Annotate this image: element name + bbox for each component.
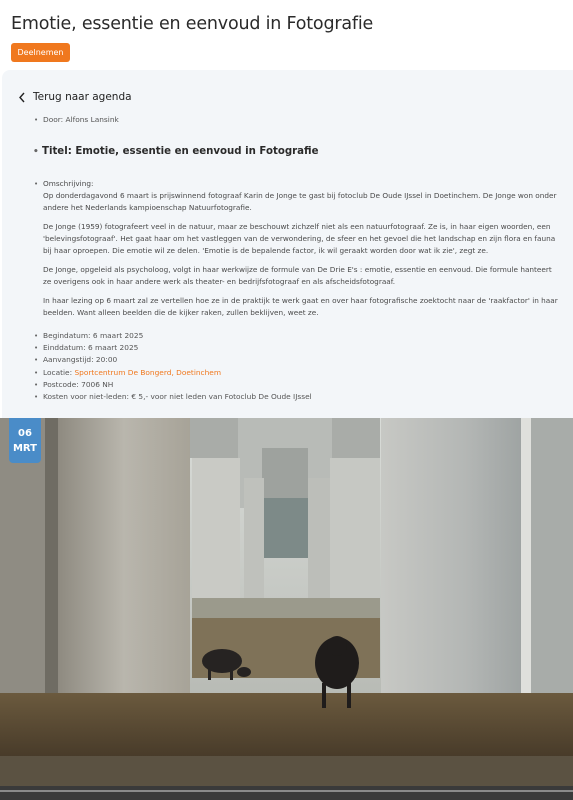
description-label: Omschrijving:: [43, 179, 94, 188]
description-paragraph: In haar lezing op 6 maart zal ze vertellen hoe ze in de praktijk te werk gaat en over haar fotografische zoektocht naar de 'raakfactor' in haar beelden. Want alleen beelden die de kijker raken, zullen beklijven, weet ze.: [43, 296, 558, 317]
back-to-agenda-link[interactable]: [18, 90, 132, 104]
date-badge: [9, 418, 41, 463]
start-date: Begindatum: 6 maart 2025: [43, 331, 144, 340]
author-text: Door: Alfons Lansink: [43, 115, 119, 124]
event-facts: • Begindatum: 6 maart 2025 • Einddatum: 6 maart 2025 • Aanvangstijd: 20:00 • Locatie: Sportcentrum De Bongerd, Doetinchem • Postcode: 7006 NH • Kosten voor niet-leden: € 5,- voor niet leden van Fotoclub De Oude IJssel: [34, 330, 312, 403]
chevron-left-icon: [18, 92, 26, 103]
event-title-row: • Titel: Emotie, essentie en eenvoud in Fotografie: [33, 146, 319, 157]
postcode: Postcode: 7006 NH: [43, 379, 114, 389]
start-time: Aanvangstijd: 20:00: [43, 355, 118, 365]
costs: Kosten voor niet-leden: € 5,- voor niet leden van Fotoclub De Oude IJssel: [43, 392, 312, 402]
end-date: Einddatum: 6 maart 2025: [43, 343, 139, 353]
description-block: • Omschrijving: Op donderdagavond 6 maart is prijswinnend fotograaf Karin de Jonge te gast bij fotoclub De Oude IJssel in Doetinchem. De Jonge won onder andere het Nederlands kampioenschap Natuurfotografie. De Jonge (1959) fotografeert veel in de natuur, maar ze beschouwt zichzelf niet als een natuurfotograaf. Ze is, in haar eigen woorden, een 'belevingsfotograaf'. Het gaat haar om het vastleggen van de verwondering, de sfeer en het gevoel die het landschap en zijn flora en fauna bij haar oproepen. Die emotie wil ze delen. 'Emotie is de bepalende factor, ik wil geraakt worden door wat ik zie', zegt ze. De Jonge, opgeleid als psycholoog, volgt in haar werkwijze de formule van De Drie E's : emotie, essentie en eenvoud. Die formule hanteert ze overigens ook in haar andere werk als theater- en bedrijfsfotograaf en als afscheidsfotograaf. In haar lezing op 6 maart zal ze vertellen hoe ze in de praktijk te werk gaat en over haar fotografische zoektocht naar de 'raakfactor' in haar beelden. Want alleen beelden die de kijker raken, zullen beklijven, weet ze.: [34, 178, 562, 319]
description-paragraph: De Jonge, opgeleid als psycholoog, volgt in haar werkwijze de formule van De Drie E's : emotie, essentie en eenvoud. Die formule hanteert ze overigens ook in haar andere werk als theater- en bedrijfsfotograaf en als afscheidsfotograaf.: [43, 265, 552, 286]
date-day: 06: [18, 428, 32, 439]
join-button[interactable]: Deelnemen: [11, 43, 70, 62]
back-link-label: Terug naar agenda: [33, 91, 132, 103]
date-month: MRT: [12, 443, 38, 454]
description-paragraph: De Jonge (1959) fotografeert veel in de natuur, maar ze beschouwt zichzelf niet als een natuurfotograaf. Ze is, in haar eigen woorden, een 'belevingsfotograaf'. Het gaat haar om het vastleggen van de verwondering, de sfeer en het gevoel die het landschap en zijn flora en fauna bij haar oproepen. Die emotie wil ze delen. 'Emotie is de bepalende factor, ik wil geraakt worden door wat ik zie', zegt ze.: [43, 222, 556, 255]
location-label: Locatie:: [43, 367, 75, 377]
author-row: • Door: Alfons Lansink: [34, 115, 119, 124]
description-paragraph: Op donderdagavond 6 maart is prijswinnend fotograaf Karin de Jonge te gast bij fotoclub De Oude IJssel in Doetinchem. De Jonge won onder andere het Nederlands kampioenschap Natuurfotografie.: [43, 191, 557, 212]
event-title: Titel: Emotie, essentie en eenvoud in Fotografie: [42, 146, 319, 157]
page-title: Emotie, essentie en eenvoud in Fotografie: [11, 14, 374, 34]
location-link[interactable]: Sportcentrum De Bongerd, Doetinchem: [74, 367, 222, 377]
event-photo: [0, 418, 573, 800]
